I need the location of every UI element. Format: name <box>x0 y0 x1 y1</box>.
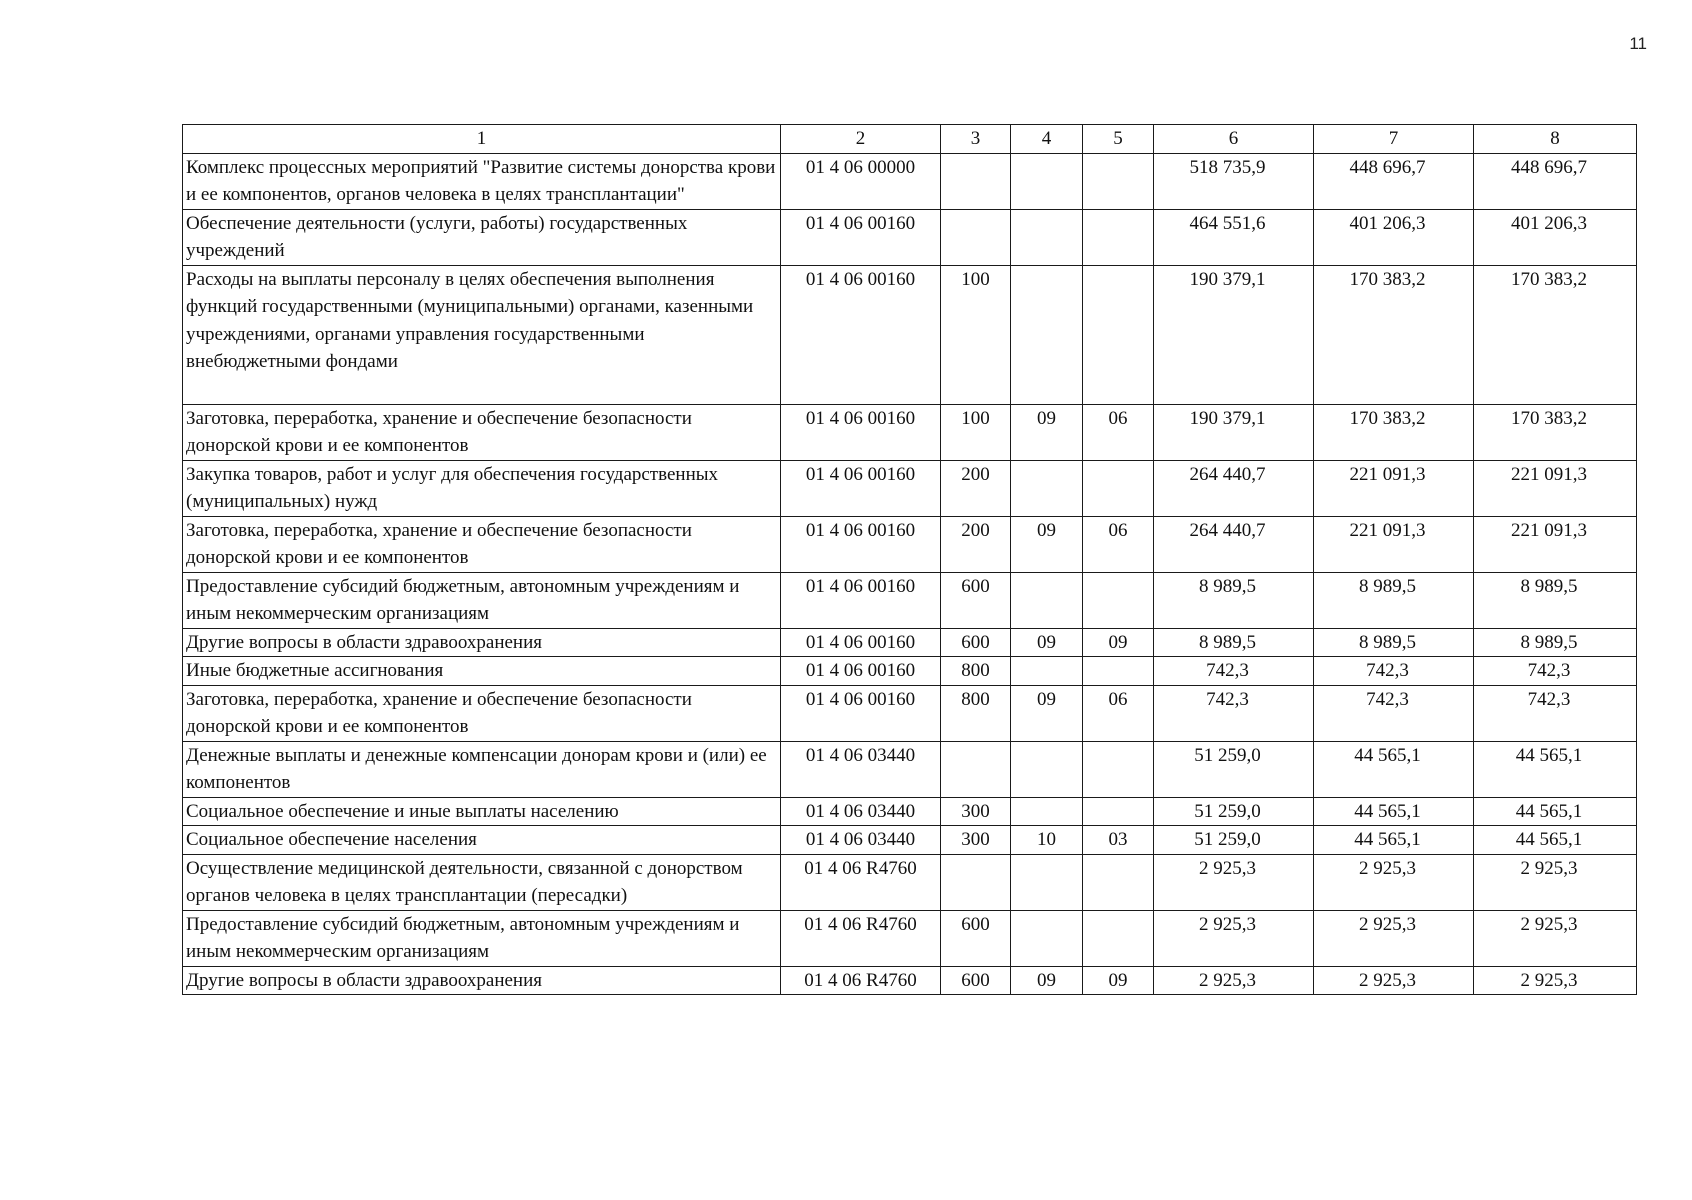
section-cell <box>1011 910 1083 966</box>
expense-type-cell: 600 <box>941 910 1011 966</box>
row-name-cell: Иные бюджетные ассигнования <box>183 657 781 686</box>
amount-year-1-cell: 2 925,3 <box>1154 966 1314 995</box>
amount-year-1-cell: 464 551,6 <box>1154 209 1314 265</box>
amount-year-3-cell: 448 696,7 <box>1474 153 1637 209</box>
table-row <box>183 854 1637 910</box>
expense-type-cell: 300 <box>941 797 1011 826</box>
expense-type-cell: 300 <box>941 826 1011 855</box>
amount-year-1-cell: 264 440,7 <box>1154 460 1314 516</box>
amount-year-3-cell: 170 383,2 <box>1474 265 1637 404</box>
page-number: 11 <box>1629 34 1647 53</box>
target-code-cell: 01 4 06 R4760 <box>781 966 941 995</box>
target-code-cell: 01 4 06 00160 <box>781 209 941 265</box>
subsection-cell <box>1083 657 1154 686</box>
subsection-cell: 06 <box>1083 404 1154 460</box>
amount-year-3-cell: 221 091,3 <box>1474 460 1637 516</box>
header-col-5: 5 <box>1083 125 1154 154</box>
header-col-6: 6 <box>1154 125 1314 154</box>
row-name-cell: Закупка товаров, работ и услуг для обеспечения государственных (муниципальных) нужд <box>183 460 781 516</box>
amount-year-1-cell: 742,3 <box>1154 657 1314 686</box>
table-row <box>183 572 1637 628</box>
section-cell <box>1011 797 1083 826</box>
table-row <box>183 404 1637 460</box>
amount-year-1-cell: 190 379,1 <box>1154 404 1314 460</box>
subsection-cell <box>1083 910 1154 966</box>
table-row <box>183 657 1637 686</box>
amount-year-1-cell: 51 259,0 <box>1154 826 1314 855</box>
amount-year-2-cell: 44 565,1 <box>1314 826 1474 855</box>
amount-year-3-cell: 2 925,3 <box>1474 966 1637 995</box>
row-name-cell: Предоставление субсидий бюджетным, автономным учреждениям и иным некоммерческим организациям <box>183 572 781 628</box>
target-code-cell: 01 4 06 03440 <box>781 741 941 797</box>
header-col-8: 8 <box>1474 125 1637 154</box>
table-row <box>183 741 1637 797</box>
row-name-cell: Другие вопросы в области здравоохранения <box>183 966 781 995</box>
amount-year-2-cell: 221 091,3 <box>1314 460 1474 516</box>
expense-type-cell: 800 <box>941 657 1011 686</box>
row-name-cell: Заготовка, переработка, хранение и обеспечение безопасности донорской крови и ее компонентов <box>183 404 781 460</box>
header-col-7: 7 <box>1314 125 1474 154</box>
table-row <box>183 910 1637 966</box>
row-name-cell: Комплекс процессных мероприятий "Развитие системы донорства крови и ее компонентов, органов человека в целях трансплантации" <box>183 153 781 209</box>
amount-year-1-cell: 742,3 <box>1154 685 1314 741</box>
target-code-cell: 01 4 06 03440 <box>781 826 941 855</box>
amount-year-2-cell: 44 565,1 <box>1314 797 1474 826</box>
subsection-cell <box>1083 209 1154 265</box>
section-cell <box>1011 460 1083 516</box>
amount-year-2-cell: 170 383,2 <box>1314 404 1474 460</box>
header-col-3: 3 <box>941 125 1011 154</box>
subsection-cell: 09 <box>1083 966 1154 995</box>
target-code-cell: 01 4 06 00160 <box>781 685 941 741</box>
amount-year-2-cell: 742,3 <box>1314 685 1474 741</box>
amount-year-2-cell: 170 383,2 <box>1314 265 1474 404</box>
table-row <box>183 826 1637 855</box>
section-cell <box>1011 657 1083 686</box>
amount-year-1-cell: 518 735,9 <box>1154 153 1314 209</box>
section-cell <box>1011 854 1083 910</box>
section-cell <box>1011 153 1083 209</box>
expense-type-cell: 600 <box>941 966 1011 995</box>
header-col-4: 4 <box>1011 125 1083 154</box>
section-cell: 09 <box>1011 516 1083 572</box>
expense-type-cell: 600 <box>941 572 1011 628</box>
target-code-cell: 01 4 06 00160 <box>781 516 941 572</box>
amount-year-2-cell: 401 206,3 <box>1314 209 1474 265</box>
row-name-cell: Осуществление медицинской деятельности, связанной с донорством органов человека в целях трансплантации (пересадки) <box>183 854 781 910</box>
amount-year-1-cell: 8 989,5 <box>1154 572 1314 628</box>
row-name-cell: Заготовка, переработка, хранение и обеспечение безопасности донорской крови и ее компонентов <box>183 685 781 741</box>
amount-year-1-cell: 2 925,3 <box>1154 910 1314 966</box>
subsection-cell <box>1083 572 1154 628</box>
row-name-cell: Обеспечение деятельности (услуги, работы) государственных учреждений <box>183 209 781 265</box>
target-code-cell: 01 4 06 00160 <box>781 657 941 686</box>
subsection-cell <box>1083 797 1154 826</box>
amount-year-1-cell: 264 440,7 <box>1154 516 1314 572</box>
amount-year-3-cell: 44 565,1 <box>1474 741 1637 797</box>
amount-year-1-cell: 51 259,0 <box>1154 741 1314 797</box>
target-code-cell: 01 4 06 R4760 <box>781 854 941 910</box>
amount-year-2-cell: 8 989,5 <box>1314 628 1474 657</box>
table-row <box>183 265 1637 404</box>
target-code-cell: 01 4 06 00160 <box>781 460 941 516</box>
section-cell: 09 <box>1011 685 1083 741</box>
row-name-cell: Заготовка, переработка, хранение и обеспечение безопасности донорской крови и ее компонентов <box>183 516 781 572</box>
expense-type-cell <box>941 153 1011 209</box>
subsection-cell: 06 <box>1083 685 1154 741</box>
table-body <box>183 153 1637 995</box>
section-cell: 10 <box>1011 826 1083 855</box>
table-row <box>183 966 1637 995</box>
subsection-cell <box>1083 741 1154 797</box>
target-code-cell: 01 4 06 00160 <box>781 265 941 404</box>
subsection-cell: 03 <box>1083 826 1154 855</box>
amount-year-3-cell: 2 925,3 <box>1474 854 1637 910</box>
expense-type-cell <box>941 741 1011 797</box>
amount-year-2-cell: 448 696,7 <box>1314 153 1474 209</box>
amount-year-2-cell: 8 989,5 <box>1314 572 1474 628</box>
amount-year-2-cell: 2 925,3 <box>1314 966 1474 995</box>
section-cell <box>1011 572 1083 628</box>
subsection-cell: 06 <box>1083 516 1154 572</box>
target-code-cell: 01 4 06 03440 <box>781 797 941 826</box>
expense-type-cell: 100 <box>941 404 1011 460</box>
expense-type-cell <box>941 854 1011 910</box>
target-code-cell: 01 4 06 R4760 <box>781 910 941 966</box>
header-col-2: 2 <box>781 125 941 154</box>
amount-year-3-cell: 401 206,3 <box>1474 209 1637 265</box>
table-row <box>183 516 1637 572</box>
amount-year-2-cell: 2 925,3 <box>1314 910 1474 966</box>
expense-type-cell: 200 <box>941 460 1011 516</box>
target-code-cell: 01 4 06 00000 <box>781 153 941 209</box>
expense-type-cell: 600 <box>941 628 1011 657</box>
row-name-cell: Другие вопросы в области здравоохранения <box>183 628 781 657</box>
amount-year-1-cell: 2 925,3 <box>1154 854 1314 910</box>
table-row <box>183 685 1637 741</box>
amount-year-3-cell: 8 989,5 <box>1474 572 1637 628</box>
amount-year-2-cell: 44 565,1 <box>1314 741 1474 797</box>
amount-year-2-cell: 2 925,3 <box>1314 854 1474 910</box>
amount-year-1-cell: 8 989,5 <box>1154 628 1314 657</box>
header-row <box>183 125 1637 154</box>
row-name-cell: Социальное обеспечение и иные выплаты населению <box>183 797 781 826</box>
row-name-cell: Социальное обеспечение населения <box>183 826 781 855</box>
table-row <box>183 797 1637 826</box>
expense-type-cell: 100 <box>941 265 1011 404</box>
amount-year-3-cell: 44 565,1 <box>1474 826 1637 855</box>
amount-year-1-cell: 190 379,1 <box>1154 265 1314 404</box>
table-row <box>183 153 1637 209</box>
section-cell <box>1011 265 1083 404</box>
amount-year-2-cell: 221 091,3 <box>1314 516 1474 572</box>
section-cell <box>1011 741 1083 797</box>
amount-year-2-cell: 742,3 <box>1314 657 1474 686</box>
expense-type-cell <box>941 209 1011 265</box>
subsection-cell <box>1083 854 1154 910</box>
amount-year-3-cell: 8 989,5 <box>1474 628 1637 657</box>
table-row <box>183 628 1637 657</box>
expense-type-cell: 200 <box>941 516 1011 572</box>
target-code-cell: 01 4 06 00160 <box>781 572 941 628</box>
budget-table <box>182 124 1637 995</box>
table-row <box>183 460 1637 516</box>
table-row <box>183 209 1637 265</box>
target-code-cell: 01 4 06 00160 <box>781 404 941 460</box>
section-cell: 09 <box>1011 628 1083 657</box>
row-name-cell: Расходы на выплаты персоналу в целях обеспечения выполнения функций государственными (муниципальными) органами, казенными учреждениями, органами управления государственными внебюджетными фондами <box>183 265 781 404</box>
amount-year-3-cell: 2 925,3 <box>1474 910 1637 966</box>
header-col-1: 1 <box>183 125 781 154</box>
section-cell: 09 <box>1011 966 1083 995</box>
amount-year-3-cell: 170 383,2 <box>1474 404 1637 460</box>
target-code-cell: 01 4 06 00160 <box>781 628 941 657</box>
subsection-cell <box>1083 460 1154 516</box>
section-cell <box>1011 209 1083 265</box>
amount-year-3-cell: 221 091,3 <box>1474 516 1637 572</box>
subsection-cell: 09 <box>1083 628 1154 657</box>
amount-year-3-cell: 742,3 <box>1474 685 1637 741</box>
amount-year-3-cell: 742,3 <box>1474 657 1637 686</box>
amount-year-3-cell: 44 565,1 <box>1474 797 1637 826</box>
subsection-cell <box>1083 265 1154 404</box>
row-name-cell: Предоставление субсидий бюджетным, автономным учреждениям и иным некоммерческим организациям <box>183 910 781 966</box>
section-cell: 09 <box>1011 404 1083 460</box>
amount-year-1-cell: 51 259,0 <box>1154 797 1314 826</box>
expense-type-cell: 800 <box>941 685 1011 741</box>
row-name-cell: Денежные выплаты и денежные компенсации донорам крови и (или) ее компонентов <box>183 741 781 797</box>
subsection-cell <box>1083 153 1154 209</box>
